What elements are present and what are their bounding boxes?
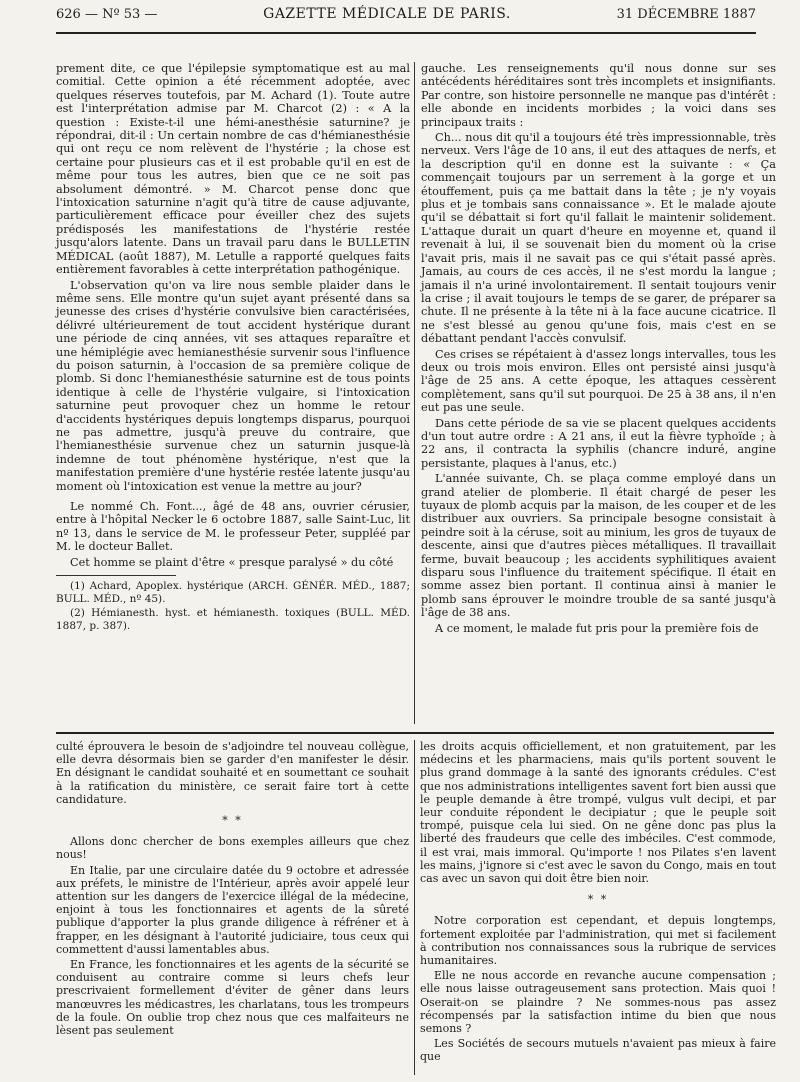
running-header [56,6,756,34]
column-divider [414,62,415,724]
paragraph: L'observation qu'on va lire nous semble plaider dans le même sens. Elle montre qu'un sujet ayant présenté dans sa jeunesse des crises d'hystérie convulsive bien caractérisées, délivré ultérieurement de tout accident hystérique durant une période de cinq années, vit ses attaques reparaître et une hémiplégie avec hemianesthésie survenir sous l'influence du poison saturnin, à l'occasion de sa première colique de plomb. Si donc l'hemianesthésie saturnine est de tous points identique à celle de l'hystérie vulgaire, si l'intoxication saturnine peut provoquer chez un homme le retour d'accidents hystériques depuis longtemps disparus, pourquoi ne pas admettre, jusqu'à preuve du contraire, que l'hemianesthésie survenue chez un saturnin jusque-là indemne de tout phénomène hystérique, n'est que la manifestation première d'une hystérie restée latente jusqu'au moment où l'intoxication est venue la mettre au jour? [56,278,410,493]
page-number: 626 — Nº 53 — [56,7,158,22]
journal-title: GAZETTE MÉDICALE DE PARIS. [263,6,511,22]
column-divider [414,740,415,1075]
paragraph: Allons donc chercher de bons exemples ailleurs que chez nous! [56,835,409,862]
editorial-right-column [420,740,776,1066]
paragraph: En Italie, par une circulaire datée du 9 octobre et adressée aux préfets, le ministre de l'Intérieur, après avoir appelé leur attention sur les dangers de l'exercice illégal de la médecine, enjoint à tous les fonctionnaires et agents de la sûreté publique d'apporter la plus grande diligence à réfréner et à frapper, en les désignant à l'autorité judiciaire, tous ceux qui commettent d'aussi lamentables abus. [56,863,409,956]
paragraph: gauche. Les renseignements qu'il nous donne sur ses antécédents héréditaires sont très incomplets et insignifiants. Par contre, son histoire personnelle ne manque pas d'intérêt : elle abonde en incidents morbides ; la voici dans ses principaux traits : [421,62,776,129]
paragraph: En France, les fonctionnaires et les agents de la sécurité se conduisent au contraire comme si leurs chefs leur prescrivaient formellement d'éviter de gêner dans leurs manœuvres les médicastres, les charlatans, tous les trompeurs de la foule. On oublie trop chez nous que ces malfaiteurs ne lèsent pas seulement [56,958,409,1038]
footnote: (2) Hémianesth. hyst. et hémianesth. toxiques (BULL. MÉD. 1887, p. 387). [56,607,410,632]
footnote: (1) Achard, Apoplex. hystérique (ARCH. GÉNÉR. MÉD., 1887; BULL. MÉD., nº 45). [56,580,410,605]
paragraph: L'année suivante, Ch. se plaça comme employé dans un grand atelier de plomberie. Il était chargé de peser les tuyaux de plomb acquis par la maison, de les couper et de les distribuer aux ouvriers. Sa principale besogne consistait à peindre soit à la céruse, soit au minium, les gros de tuyaux de descente, ainsi que d'autres pièces métalliques. Il travaillait ferme, buvait beaucoup ; les accidents syphilitiques avaient disparu sous l'influence du traitement spécifique. Il était en somme assez bien portant. Il continua ainsi à manier le plomb sans éprouver le moindre trouble de sa santé jusqu'à l'âge de 38 ans. [421,472,776,620]
issue-date: 31 DÉCEMBRE 1887 [616,7,756,22]
footnotes [56,580,410,632]
section-break-stars: * * [587,893,609,907]
paragraph: Le nommé Ch. Font..., âgé de 48 ans, ouvrier cérusier, entre à l'hôpital Necker le 6 octobre 1887, salle Saint-Luc, lit nº 13, dans le service de M. le professeur Peter, suppléé par M. le docteur Ballet. [56,500,410,554]
paragraph: prement dite, ce que l'épilepsie symptomatique est au mal comitial. Cette opinion a été récemment adoptée, avec quelques réserves toutefois, par M. Achard (1). Toute autre est l'interprétation admise par M. Charcot (2) : « A la question : Existe-t-il une hémi-anesthésie saturnine? je répondrai, dit-il : Un certain nombre de cas d'hémianesthésie qui ont reçu ce nom relèvent de l'hystérie ; la chose est certaine pour plusieurs cas et il est probable qu'il en est de même pour tous les autres, bien que ce ne soit pas absolument démontré. » M. Charcot pense donc que l'intoxication saturnine n'agit qu'à titre de cause adjuvante, particulièrement efficace pour éveiller chez des sujets prédisposés les manifestations de l'hystérie restée jusqu'alors latente. Dans un travail paru dans le BULLETIN MÉDICAL (août 1887), M. Letulle a rapporté quelques faits entièrement favorables à cette interprétation pathogénique. [56,62,410,277]
paragraph: Cet homme se plaint d'être « presque paralysé » du côté [70,555,394,569]
section-break-stars: * * [222,814,243,828]
editorial-left-column [56,740,409,1039]
paragraph: Les Sociétés de secours mutuels n'avaient pas mieux à faire que [420,1037,776,1064]
article-right-column [421,62,776,637]
paragraph: A ce moment, le malade fut pris pour la première fois de [435,621,759,635]
paragraph: les droits acquis officiellement, et non gratuitement, par les médecins et les pharmaciens, mais qu'ils portent souvent le plus grand dommage à la santé des ignorants crédules. C'est que nos administrations intelligentes savent fort bien aussi que le peuple demande à être trompé, vulgus vult decipi, et par leur conduite répondent le decipiatur ; que le peuple soit trompé, puisque cela lui sied. On ne gêne donc pas plus la liberté des fraudeurs que celle des imbéciles. C'est commode, il est vrai, mais immoral. Qu'importe ! nos Pilates s'en lavent les mains, j'ignore si c'est avec le savon du Congo, mais en tout cas avec un savon qui doit être bien noir. [420,740,776,886]
paragraph: Ch... nous dit qu'il a toujours été très impressionnable, très nerveux. Vers l'âge de 10 ans, il eut des attaques de nerfs, et la description qu'il en donne est la suivante : « Ça commençait toujours par un serrement à la gorge et un étouffement, puis ça me battait dans la tête ; je n'y voyais plus et je tombais sans connaissance ». Et le malade ajoute qu'il se débattait si fort qu'il fallait le maintenir solidement. L'attaque durait un quart d'heure en moyenne et, quand il revenait à lui, il se souvenait bien du moment où la crise l'avait pris, mais il ne savait pas ce qui s'était passé après. Jamais, au cours de ces accès, il ne s'est mordu la langue ; jamais il n'a uriné involontairement. Il sentait toujours venir la crise ; il avait toujours le temps de se garer, de préparer sa chute. Il ne présente à la tête ni à la face aucune cicatrice. Il ne s'est blessé au genou qu'une fois, mais c'est en se débattant pendant l'accès convulsif. [421,131,776,346]
paragraph: Ces crises se répétaient à d'assez longs intervalles, tous les deux ou trois mois environ. Elles ont persisté ainsi jusqu'à l'âge de 25 ans. A cette époque, les attaques cessèrent complètement, sans qu'il sut pourquoi. De 25 à 38 ans, il n'en eut pas une seule. [421,347,776,415]
section-divider [56,732,774,734]
paragraph: culté éprouvera le besoin de s'adjoindre tel nouveau collègue, elle devra désormais bien se garder d'en manifester le désir. En désignant le candidat souhaité et en soumettant ce souhait à la ratification du ministère, ce serait faire tort à cette candidature. [56,740,409,806]
paragraph: Dans cette période de sa vie se placent quelques accidents d'un tout autre ordre : A 21 ans, il eut la fièvre typhoïde ; à 22 ans, il contracta la syphilis (chancre induré, angine persistante, plaques à l'anus, etc.) [421,416,776,470]
article-left-column [56,62,410,634]
paragraph: Notre corporation est cependant, et depuis longtemps, fortement exploitée par l'administration, qui met si facilement à contribution nos connaissances sous la rubrique de services humanitaires. [420,914,776,968]
paragraph: Elle ne nous accorde en revanche aucune compensation ; elle nous laisse outrageusement sans protection. Mais quoi ! Oserait-on se plaindre ? Ne sommes-nous pas assez récompensés par la satisfaction intime du bien que nous semons ? [420,969,776,1036]
footnote-rule [56,575,176,576]
